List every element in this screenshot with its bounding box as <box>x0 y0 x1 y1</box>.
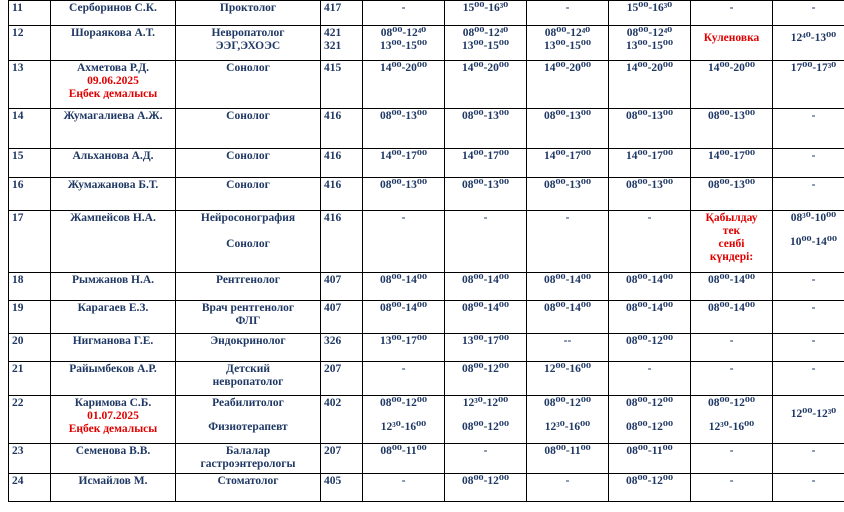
room-number: 416 <box>321 178 363 211</box>
doctor-specialty <box>176 301 321 334</box>
row-number: 14 <box>9 109 51 149</box>
tuesday-hours: - <box>445 211 527 273</box>
room-number: 416 <box>321 109 363 149</box>
monday-hours: 08⁰⁰-13⁰⁰ <box>363 109 445 149</box>
tuesday-hours: 08⁰⁰-14⁰⁰ <box>445 301 527 334</box>
friday-hours: 08⁰⁰-13⁰⁰ <box>691 178 773 211</box>
friday-hours: 14⁰⁰-20⁰⁰ <box>691 61 773 109</box>
row-number: 11 <box>9 1 51 26</box>
room-number: 207 <box>321 362 363 396</box>
doctor-specialty: Эндокринолог <box>176 334 321 362</box>
thursday-hours: 08⁰⁰-11⁰⁰ <box>609 444 691 474</box>
table-row <box>9 109 844 149</box>
note-line: тек <box>722 225 741 237</box>
table-row <box>9 362 844 396</box>
saturday-hours: - <box>773 273 844 301</box>
monday-hours: 08⁰⁰-14⁰⁰ <box>363 301 445 334</box>
friday-hours: - <box>691 1 773 26</box>
hours-line: 08⁰⁰-12⁴⁰ <box>626 27 673 39</box>
row-number: 13 <box>9 61 51 109</box>
saturday-hours: - <box>773 178 844 211</box>
thursday-hours: 08⁰⁰-14⁰⁰ <box>609 301 691 334</box>
saturday-hours: - <box>773 362 844 396</box>
doctor-specialty <box>176 396 321 444</box>
thursday-hours: 14⁰⁰-17⁰⁰ <box>609 149 691 178</box>
room-number <box>321 26 363 61</box>
vacation-label: Еңбек демалысы <box>68 88 158 100</box>
friday-hours: - <box>691 334 773 362</box>
monday-hours: 13⁰⁰-17⁰⁰ <box>363 334 445 362</box>
room-number: 415 <box>321 61 363 109</box>
wednesday-hours: - <box>527 1 609 26</box>
hours-line: 08⁰⁰-12⁰⁰ <box>544 397 591 409</box>
doctor-name: Альханова А.Д. <box>51 149 176 178</box>
hours-line: 13⁰⁰-15⁰⁰ <box>380 40 427 52</box>
row-number: 12 <box>9 26 51 61</box>
doctor-schedule-table <box>8 0 844 502</box>
saturday-hours: 12⁴⁰-13⁰⁰ <box>773 26 844 61</box>
doctor-name-cell <box>51 61 176 109</box>
friday-hours: 08⁰⁰-14⁰⁰ <box>691 273 773 301</box>
table-row <box>9 61 844 109</box>
saturday-hours <box>773 211 844 273</box>
doctor-specialty: Стоматолог <box>176 474 321 502</box>
tuesday-hours: 14⁰⁰-20⁰⁰ <box>445 61 527 109</box>
wednesday-hours: 08⁰⁰-14⁰⁰ <box>527 273 609 301</box>
wednesday-hours: 08⁰⁰-14⁰⁰ <box>527 301 609 334</box>
wednesday-hours: 12⁰⁰-16⁰⁰ <box>527 362 609 396</box>
saturday-hours: - <box>773 109 844 149</box>
room-number: 402 <box>321 396 363 444</box>
doctor-specialty: Сонолог <box>176 61 321 109</box>
wednesday-hours: 14⁰⁰-17⁰⁰ <box>527 149 609 178</box>
thursday-hours: 14⁰⁰-20⁰⁰ <box>609 61 691 109</box>
saturday-hours: 12⁰⁰-12³⁰ <box>773 396 844 444</box>
doctor-name: Карагаев Е.З. <box>51 301 176 334</box>
row-number: 19 <box>9 301 51 334</box>
monday-hours: - <box>363 474 445 502</box>
room-number: 407 <box>321 301 363 334</box>
hours-line: 08⁰⁰-12⁴⁰ <box>462 27 509 39</box>
doctor-name: Жампейсов Н.А. <box>51 211 176 273</box>
saturday-hours: - <box>773 444 844 474</box>
wednesday-hours <box>527 26 609 61</box>
wednesday-hours: 14⁰⁰-20⁰⁰ <box>527 61 609 109</box>
doctor-specialty: Сонолог <box>176 109 321 149</box>
specialty-line: Балалар <box>225 445 271 457</box>
row-number: 22 <box>9 396 51 444</box>
specialty-line: Нейросонография <box>200 212 296 224</box>
vacation-date: 01.07.2025 <box>87 410 139 422</box>
friday-hours: 08⁰⁰-14⁰⁰ <box>691 301 773 334</box>
saturday-hours: - <box>773 149 844 178</box>
room-number: 416 <box>321 211 363 273</box>
doctor-specialty: Сонолог <box>176 149 321 178</box>
friday-hours: 14⁰⁰-17⁰⁰ <box>691 149 773 178</box>
table-row <box>9 178 844 211</box>
doctor-specialty <box>176 211 321 273</box>
note-line: күндері: <box>709 251 754 263</box>
table-row <box>9 26 844 61</box>
doctor-name: Шораякова А.Т. <box>51 26 176 61</box>
hours-line: 08⁰⁰-12⁰⁰ <box>708 397 755 409</box>
wednesday-hours: -- <box>527 334 609 362</box>
doctor-name: Нигманова Г.Е. <box>51 334 176 362</box>
monday-hours <box>363 396 445 444</box>
table-row <box>9 211 844 273</box>
row-number: 24 <box>9 474 51 502</box>
specialty-line: гастроэнтерологы <box>200 458 296 470</box>
specialty-line: Реабилитолог <box>212 397 284 409</box>
tuesday-hours: 08⁰⁰-13⁰⁰ <box>445 109 527 149</box>
table-row <box>9 1 844 26</box>
thursday-hours <box>609 396 691 444</box>
friday-hours <box>691 396 773 444</box>
wednesday-hours: 08⁰⁰-13⁰⁰ <box>527 178 609 211</box>
doctor-specialty <box>176 444 321 474</box>
hours-line: 08⁰⁰-12⁴⁰ <box>380 27 427 39</box>
hours-line: 08⁰⁰-12⁰⁰ <box>626 397 673 409</box>
hours-line: 10⁰⁰-14⁰⁰ <box>790 236 837 248</box>
tuesday-hours: 08⁰⁰-12⁰⁰ <box>445 474 527 502</box>
specialty-line: ФЛГ <box>235 315 261 327</box>
table-row <box>9 396 844 444</box>
wednesday-hours: 08⁰⁰-11⁰⁰ <box>527 444 609 474</box>
thursday-hours: 08⁰⁰-13⁰⁰ <box>609 109 691 149</box>
specialty-line: Сонолог <box>226 238 270 250</box>
hours-line: 12³⁰-12⁰⁰ <box>462 397 509 409</box>
row-number: 18 <box>9 273 51 301</box>
doctor-name: Жумажанова Б.Т. <box>51 178 176 211</box>
friday-hours: Куленовка <box>691 26 773 61</box>
hours-line: 13⁰⁰-15⁰⁰ <box>626 40 673 52</box>
friday-hours: - <box>691 444 773 474</box>
row-number: 15 <box>9 149 51 178</box>
vacation-date: 09.06.2025 <box>87 75 139 87</box>
table-row <box>9 474 844 502</box>
hours-line: 08⁰⁰-12⁰⁰ <box>626 421 673 433</box>
monday-hours: 08⁰⁰-13⁰⁰ <box>363 178 445 211</box>
room-number: 207 <box>321 444 363 474</box>
doctor-specialty <box>176 26 321 61</box>
room-number: 326 <box>321 334 363 362</box>
table-row <box>9 273 844 301</box>
doctor-name: Семенова В.В. <box>51 444 176 474</box>
thursday-hours <box>609 26 691 61</box>
doctor-name: Райымбеков А.Р. <box>51 362 176 396</box>
monday-hours: 08⁰⁰-11⁰⁰ <box>363 444 445 474</box>
hours-line: 12³⁰-16⁰⁰ <box>380 421 427 433</box>
thursday-hours: - <box>609 211 691 273</box>
doctor-name: Каримова С.Б. <box>74 397 152 409</box>
tuesday-hours: - <box>445 444 527 474</box>
specialty-line: Физиотерапевт <box>208 421 288 433</box>
thursday-hours: 08⁰⁰-13⁰⁰ <box>609 178 691 211</box>
monday-hours: 14⁰⁰-20⁰⁰ <box>363 61 445 109</box>
doctor-name: Исмайлов М. <box>51 474 176 502</box>
table-row <box>9 149 844 178</box>
friday-hours: 08⁰⁰-13⁰⁰ <box>691 109 773 149</box>
doctor-specialty: Сонолог <box>176 178 321 211</box>
monday-hours: 14⁰⁰-17⁰⁰ <box>363 149 445 178</box>
tuesday-hours: 08⁰⁰-14⁰⁰ <box>445 273 527 301</box>
wednesday-hours: - <box>527 474 609 502</box>
wednesday-hours: 08⁰⁰-13⁰⁰ <box>527 109 609 149</box>
friday-note <box>691 211 773 273</box>
wednesday-hours: - <box>527 211 609 273</box>
saturday-hours: - <box>773 1 844 26</box>
doctor-name: Серборинов С.К. <box>51 1 176 26</box>
room-number: 416 <box>321 149 363 178</box>
saturday-hours: - <box>773 301 844 334</box>
specialty-line: Невропатолог <box>211 27 285 39</box>
hours-line: 08⁰⁰-12⁰⁰ <box>462 421 509 433</box>
doctor-specialty: Проктолог <box>176 1 321 26</box>
hours-line: 12³⁰-16⁰⁰ <box>544 421 591 433</box>
doctor-name: Ахметова Р.Д. <box>76 62 150 74</box>
row-number: 23 <box>9 444 51 474</box>
hours-line: 08⁰⁰-12⁰⁰ <box>380 397 427 409</box>
table-row <box>9 444 844 474</box>
specialty-line: Врач рентгенолог <box>201 302 295 314</box>
monday-hours: - <box>363 1 445 26</box>
room-line: 421 <box>324 27 342 39</box>
wednesday-hours <box>527 396 609 444</box>
hours-line: 12³⁰-16⁰⁰ <box>708 421 755 433</box>
monday-hours <box>363 26 445 61</box>
hours-line: 13⁰⁰-15⁰⁰ <box>544 40 591 52</box>
tuesday-hours: 08⁰⁰-13⁰⁰ <box>445 178 527 211</box>
doctor-specialty <box>176 362 321 396</box>
tuesday-hours: 08⁰⁰-12⁰⁰ <box>445 362 527 396</box>
saturday-hours: 17⁰⁰-17³⁰ <box>773 61 844 109</box>
room-number: 407 <box>321 273 363 301</box>
hours-line: 08⁰⁰-12⁴⁰ <box>544 27 591 39</box>
row-number: 16 <box>9 178 51 211</box>
tuesday-hours <box>445 26 527 61</box>
room-number: 405 <box>321 474 363 502</box>
hours-line: 13⁰⁰-15⁰⁰ <box>462 40 509 52</box>
tuesday-hours <box>445 396 527 444</box>
saturday-hours: - <box>773 474 844 502</box>
thursday-hours: - <box>609 362 691 396</box>
doctor-name: Жумагалиева А.Ж. <box>51 109 176 149</box>
saturday-hours: - <box>773 334 844 362</box>
friday-hours: - <box>691 362 773 396</box>
thursday-hours: 08⁰⁰-12⁰⁰ <box>609 474 691 502</box>
room-line: 321 <box>324 40 342 52</box>
vacation-label: Еңбек демалысы <box>68 423 158 435</box>
friday-hours: - <box>691 474 773 502</box>
hours-line: 08³⁰-10⁰⁰ <box>790 212 837 224</box>
thursday-hours: 15⁰⁰-16³⁰ <box>609 1 691 26</box>
row-number: 17 <box>9 211 51 273</box>
doctor-name: Рымжанов Н.А. <box>51 273 176 301</box>
note-line: Қабылдау <box>705 212 758 224</box>
thursday-hours: 08⁰⁰-14⁰⁰ <box>609 273 691 301</box>
row-number: 21 <box>9 362 51 396</box>
thursday-hours: 08⁰⁰-12⁰⁰ <box>609 334 691 362</box>
doctor-name-cell <box>51 396 176 444</box>
tuesday-hours: 13⁰⁰-17⁰⁰ <box>445 334 527 362</box>
tuesday-hours: 14⁰⁰-17⁰⁰ <box>445 149 527 178</box>
specialty-line: невропатолог <box>212 376 284 388</box>
specialty-line: ЭЭГ,ЭХОЭС <box>215 40 281 52</box>
monday-hours: - <box>363 211 445 273</box>
table-row <box>9 334 844 362</box>
table-row <box>9 301 844 334</box>
row-number: 20 <box>9 334 51 362</box>
note-line: сенбі <box>718 238 745 250</box>
room-number: 417 <box>321 1 363 26</box>
monday-hours: - <box>363 362 445 396</box>
monday-hours: 08⁰⁰-14⁰⁰ <box>363 273 445 301</box>
tuesday-hours: 15⁰⁰-16³⁰ <box>445 1 527 26</box>
specialty-line: Детский <box>226 363 270 375</box>
doctor-specialty: Рентгенолог <box>176 273 321 301</box>
